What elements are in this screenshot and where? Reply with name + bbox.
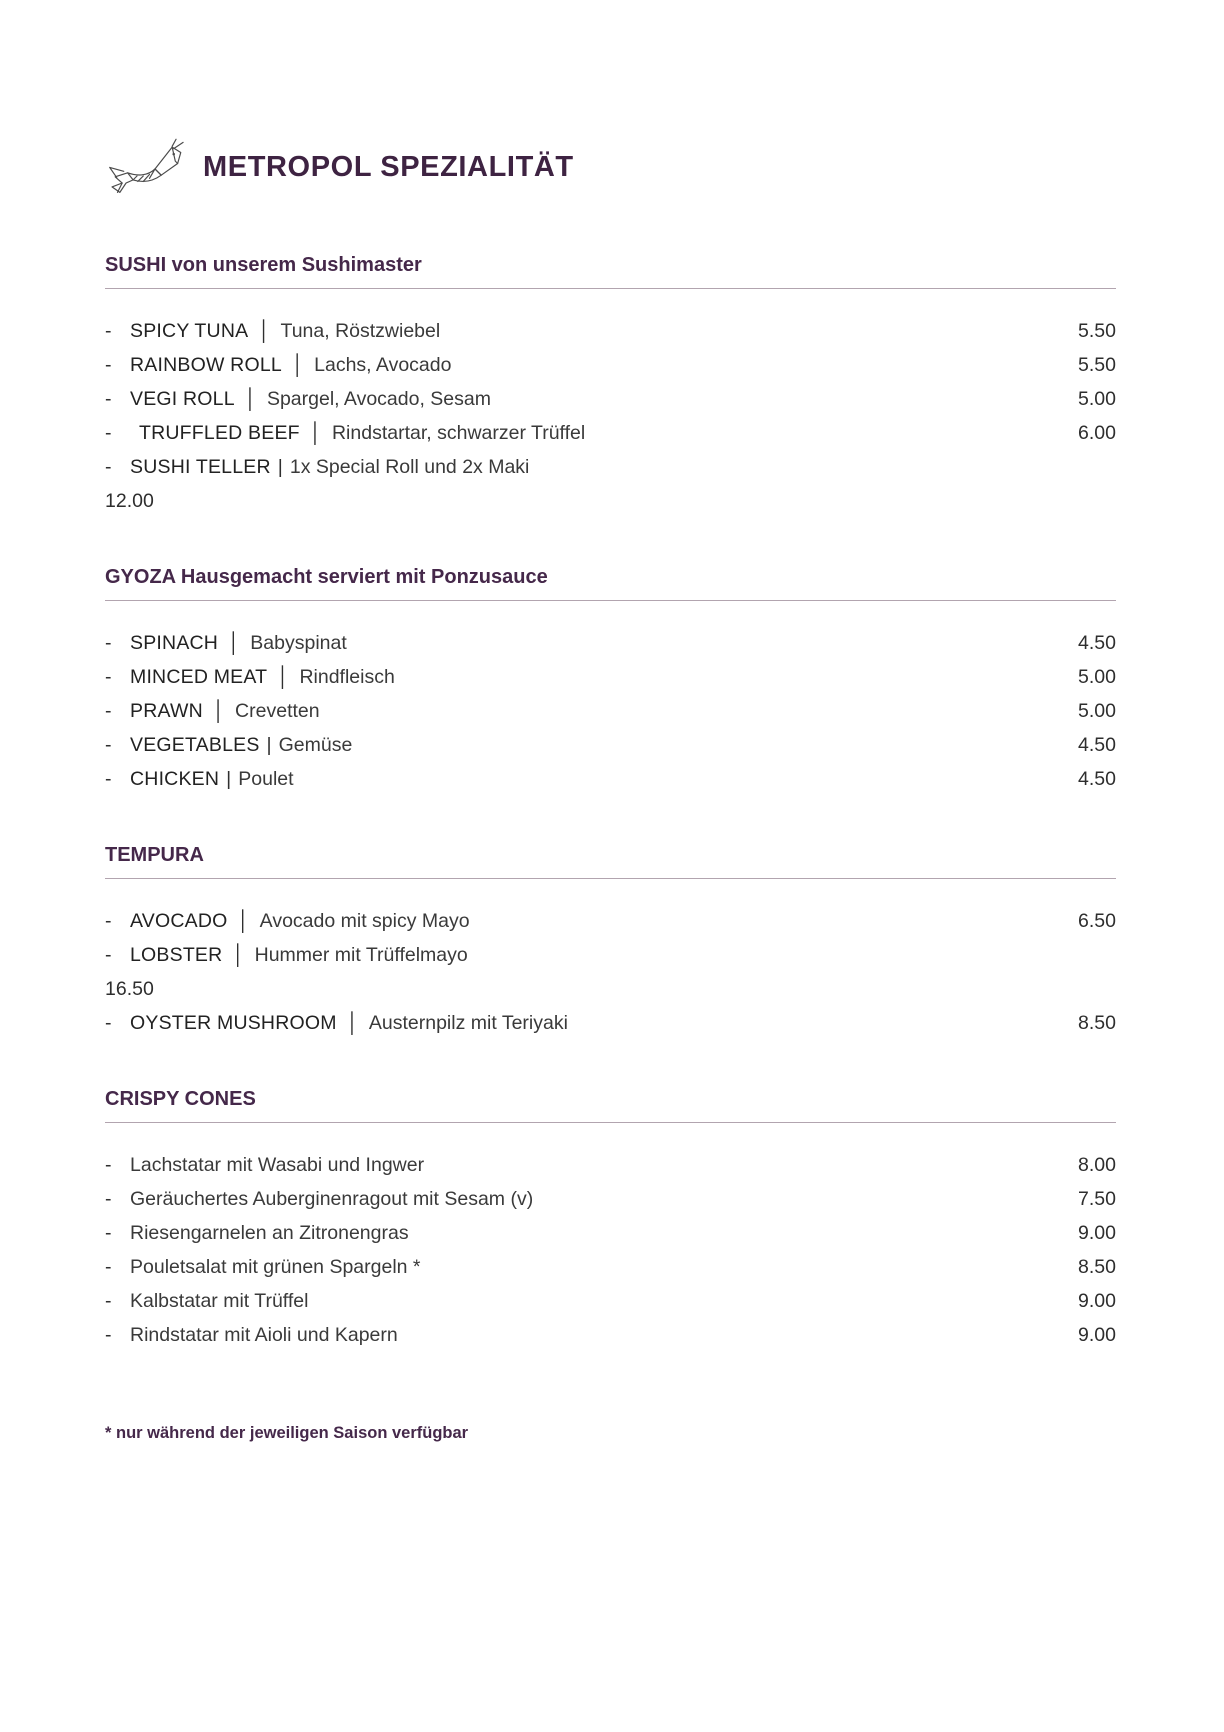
seasonal-footnote: * nur während der jeweiligen Saison verfügbar (105, 1424, 469, 1442)
item-bullet: - (105, 1222, 112, 1244)
item-separator: │ (277, 666, 290, 688)
item-bullet: - (105, 388, 112, 410)
item-price: 6.00 (1078, 422, 1116, 444)
item-text (105, 1284, 308, 1318)
menu-item-row (105, 762, 1116, 796)
item-description: Spargel, Avocado, Sesam (266, 388, 491, 410)
item-text (105, 938, 468, 972)
menu-section (105, 842, 1116, 1040)
item-description: Crevetten (235, 700, 320, 722)
item-price: 4.50 (1078, 734, 1116, 756)
menu-item-row (105, 1182, 1116, 1216)
item-text (105, 728, 352, 762)
item-name: SPINACH (130, 632, 219, 654)
item-bullet: - (105, 354, 112, 376)
menu-item-row (105, 416, 1116, 450)
item-price: 6.50 (1078, 910, 1116, 932)
item-description: 1x Special Roll und 2x Maki (289, 456, 530, 478)
item-description: Lachs, Avocado (314, 354, 452, 376)
item-price: 9.00 (1078, 1290, 1116, 1312)
item-name: RAINBOW ROLL (130, 354, 282, 376)
item-separator: │ (237, 910, 250, 932)
item-name: LOBSTER (130, 944, 223, 966)
item-price: 5.50 (1078, 354, 1116, 376)
item-name: OYSTER MUSHROOM (130, 1012, 337, 1034)
item-price: 8.00 (1078, 1154, 1116, 1176)
item-name: Lachstatar mit Wasabi und Ingwer (130, 1154, 425, 1176)
item-text (105, 904, 470, 938)
item-name: VEGETABLES (130, 734, 260, 756)
item-bullet: - (105, 422, 112, 444)
item-list (105, 904, 1116, 1040)
item-bullet: - (105, 1012, 112, 1034)
item-separator: | (266, 734, 272, 756)
item-description: Hummer mit Trüffelmayo (254, 944, 468, 966)
item-description: Gemüse (278, 734, 353, 756)
item-bullet: - (105, 944, 112, 966)
item-description: Poulet (238, 768, 294, 790)
item-bullet: - (105, 1290, 112, 1312)
item-separator: │ (212, 700, 226, 722)
item-separator: │ (346, 1012, 359, 1034)
item-separator: | (226, 768, 232, 790)
item-separator: │ (244, 388, 257, 410)
item-text (105, 1182, 533, 1216)
menu-item-row (105, 1318, 1116, 1352)
item-name: SUSHI TELLER (130, 456, 271, 478)
menu-item-row (105, 694, 1116, 728)
menu-item-row (105, 1216, 1116, 1250)
item-price: 5.00 (1078, 666, 1116, 688)
item-separator: │ (309, 422, 322, 444)
item-separator: │ (291, 354, 305, 376)
item-bullet: - (105, 456, 112, 478)
menu-section (105, 252, 1116, 518)
item-description: Tuna, Röstzwiebel (280, 320, 441, 342)
item-description: Rindstartar, schwarzer Trüffel (331, 422, 586, 444)
item-bullet: - (105, 1154, 112, 1176)
item-bullet: - (105, 1324, 112, 1346)
item-bullet: - (105, 632, 112, 654)
item-list (105, 314, 1116, 518)
section-heading: GYOZA Hausgemacht serviert mit Ponzusauce (105, 566, 548, 588)
section-heading: SUSHI von unserem Sushimaster (105, 254, 422, 276)
menu-item-row (105, 626, 1116, 660)
menu-item-row (105, 314, 1116, 348)
item-description: Austernpilz mit Teriyaki (368, 1012, 568, 1034)
menu-item-row (105, 1284, 1116, 1318)
shrimp-logo-icon (105, 136, 187, 198)
item-name: Pouletsalat mit grünen Spargeln * (130, 1256, 421, 1278)
item-text (105, 1318, 398, 1352)
item-bullet: - (105, 734, 112, 756)
item-price-wrapped: 12.00 (105, 490, 154, 512)
item-separator: │ (258, 320, 271, 342)
item-price: 5.00 (1078, 388, 1116, 410)
menu-item-row (105, 904, 1116, 938)
item-description: Rindfleisch (299, 666, 395, 688)
brand-row (105, 136, 1116, 198)
item-price: 5.00 (1078, 700, 1116, 722)
item-price-wrapped: 16.50 (105, 978, 154, 1000)
item-name: MINCED MEAT (130, 666, 268, 688)
item-list (105, 1148, 1116, 1352)
item-price: 9.00 (1078, 1324, 1116, 1346)
page-title: METROPOL SPEZIALITÄT (203, 150, 574, 183)
menu-item-row (105, 348, 1116, 382)
menu-section (105, 1086, 1116, 1352)
item-description: Avocado mit spicy Mayo (259, 910, 470, 932)
menu-section (105, 564, 1116, 796)
section-divider (105, 1122, 1116, 1123)
item-bullet: - (105, 768, 112, 790)
item-name: TRUFFLED BEEF (139, 422, 300, 444)
menu-sections (105, 252, 1116, 1352)
item-price: 7.50 (1078, 1188, 1116, 1210)
item-text (105, 382, 491, 416)
menu-item-row (105, 1148, 1116, 1182)
item-text (105, 1216, 409, 1250)
item-name: Riesengarnelen an Zitronengras (130, 1222, 409, 1244)
menu-item-row (105, 938, 1116, 972)
item-text (105, 762, 294, 796)
item-price: 8.50 (1078, 1012, 1116, 1034)
item-separator: │ (232, 944, 245, 966)
item-text (105, 450, 529, 484)
menu-item-row (105, 1250, 1116, 1284)
item-bullet: - (105, 700, 112, 722)
item-name: VEGI ROLL (130, 388, 235, 410)
item-text (105, 314, 440, 348)
item-price: 8.50 (1078, 1256, 1116, 1278)
item-price: 4.50 (1078, 768, 1116, 790)
item-text (105, 1250, 421, 1284)
item-price: 5.50 (1078, 320, 1116, 342)
menu-item-row (105, 728, 1116, 762)
item-separator: │ (228, 632, 241, 654)
item-name: Rindstatar mit Aioli und Kapern (130, 1324, 398, 1346)
item-text (105, 1006, 568, 1040)
item-text (105, 694, 320, 728)
item-price: 4.50 (1078, 632, 1116, 654)
item-name: SPICY TUNA (130, 320, 249, 342)
item-name: AVOCADO (130, 910, 228, 932)
item-text (105, 1148, 424, 1182)
menu-item-row (105, 382, 1116, 416)
item-bullet: - (105, 1188, 112, 1210)
item-bullet: - (105, 320, 112, 342)
item-bullet: - (105, 666, 112, 688)
item-description: Babyspinat (250, 632, 347, 654)
section-heading: CRISPY CONES (105, 1088, 256, 1110)
menu-item-row (105, 450, 1116, 484)
menu-item-row (105, 660, 1116, 694)
item-text (105, 416, 585, 450)
item-name: PRAWN (130, 700, 203, 722)
item-text (105, 348, 451, 382)
item-list (105, 626, 1116, 796)
item-price: 9.00 (1078, 1222, 1116, 1244)
item-separator: | (277, 456, 283, 478)
item-bullet: - (105, 910, 112, 932)
section-divider (105, 878, 1116, 879)
item-name: Kalbstatar mit Trüffel (130, 1290, 309, 1312)
menu-item-row (105, 1006, 1116, 1040)
item-bullet: - (105, 1256, 112, 1278)
item-name: Geräuchertes Auberginenragout mit Sesam (v) (130, 1188, 534, 1210)
item-text (105, 626, 347, 660)
section-divider (105, 600, 1116, 601)
section-heading: TEMPURA (105, 844, 204, 866)
section-divider (105, 288, 1116, 289)
item-text (105, 660, 395, 694)
item-name: CHICKEN (130, 768, 220, 790)
